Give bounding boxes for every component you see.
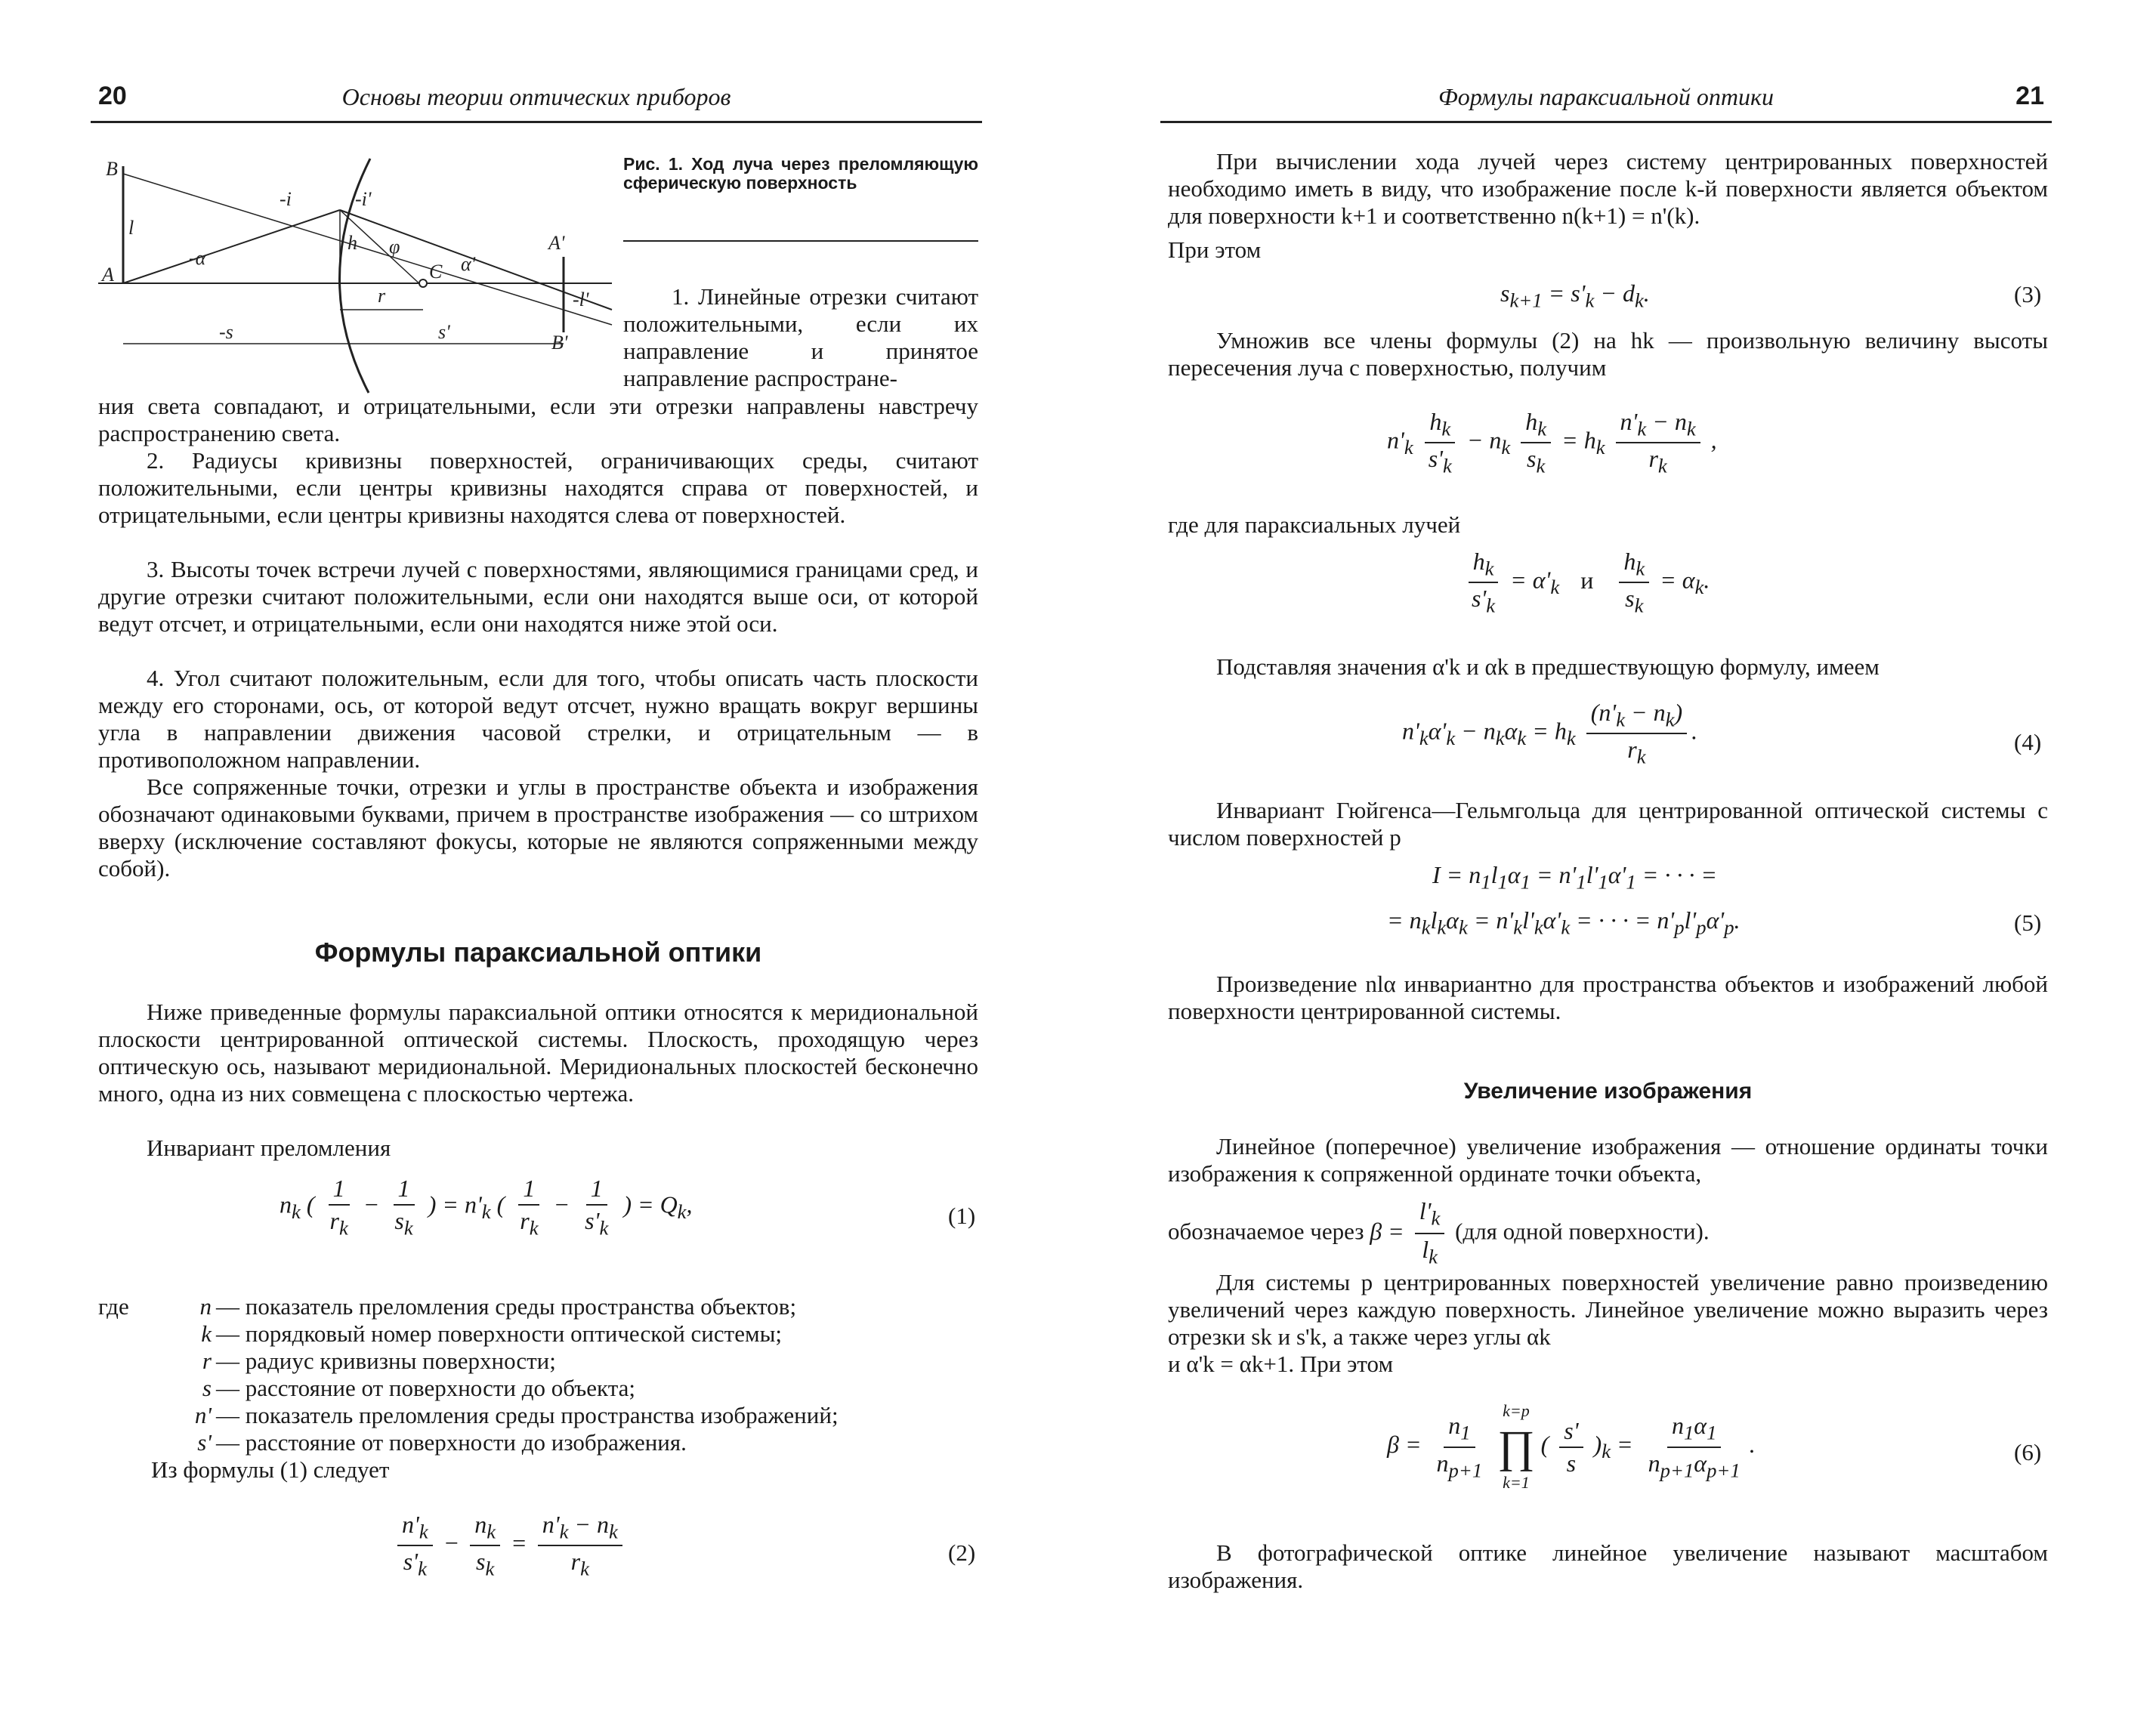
center-point xyxy=(419,279,427,287)
left-running-title: Основы теории оптических приборов xyxy=(341,83,731,110)
caption-rule xyxy=(623,240,978,242)
label-minus-alpha: -α xyxy=(189,247,206,269)
denoted-line xyxy=(1168,1197,2048,1271)
intro-para: Ниже приведенные формулы параксиальной оптики относятся к меридиональной плоскости центрированной оптической системы. Плоскость, проходящую через оптическую ось, называют меридиональной. Меридиональных плоскостей бесконечно много, одна из них совмещена с плоскостью чертежа. xyxy=(98,999,978,1107)
definition-symbol: s' xyxy=(197,1429,212,1456)
page-number-right: 21 xyxy=(2015,82,2044,110)
from-formula-row xyxy=(98,1456,978,1484)
label-B: B xyxy=(106,158,118,180)
definition-symbol: r xyxy=(202,1348,212,1374)
magnification-para: Линейное (поперечное) увеличение изображения — отношение ординаты точки изображения к сопряженной ординате точки объекта, xyxy=(1168,1133,2048,1187)
right-page xyxy=(1160,0,2052,1726)
refraction-figure xyxy=(91,151,619,400)
equation-5-line-2: = $n_kl_k\alpha_k = n'_kl'_k\alpha'_k$ = · · · = $n'_pl'_p\alpha'_p$. xyxy=(1387,906,1741,939)
system-tail: и α'k = αk+1. При этом xyxy=(1168,1351,1394,1377)
definition-row xyxy=(98,1348,978,1375)
where-paraxial: где для параксиальных лучей xyxy=(1168,511,1461,538)
where-row xyxy=(98,1293,978,1320)
equation-1-number: (1) xyxy=(948,1203,976,1229)
left-running-head xyxy=(91,76,982,123)
rule-3: 3. Высоты точек встречи лучей с поверхностями, являющимися границами сред, и другие отрезки считают положительными, если они находятся выше оси, от которой ведут отсчет, и отрицательными, если они находятся ниже этой оси. xyxy=(98,556,978,637)
equation-1: $n_k$ ( $\frac{1}{r_k}$ − $\frac{1}{s_k}$ ) = $n'_k$ ( $\frac{1}{r_k}$ − $\frac{1}{s'_k}$ ) = $Q_k$, xyxy=(280,1175,693,1240)
rule-4: 4. Угол считают положительным, если для того, чтобы описать часть плоскости между его сторонами, ось, от которой ведут отсчет, нужно вращать вокруг вершины угла в направлении движения часовой стрелки, и отрицательным — в противоположном направлении. xyxy=(98,665,978,773)
where-word: где xyxy=(98,1293,129,1320)
definition-text: — расстояние от поверхности до изображения. xyxy=(216,1429,687,1456)
definition-row xyxy=(98,1402,978,1429)
ray-incident xyxy=(123,210,340,283)
label-minus-i-prime: -i' xyxy=(355,188,372,210)
denoted-prefix: обозначаемое через xyxy=(1168,1218,1364,1245)
from-formula-text: Из формулы (1) следует xyxy=(151,1456,390,1483)
label-l: l xyxy=(128,217,134,239)
equation-2-number: (2) xyxy=(948,1539,976,1566)
and-word: и xyxy=(1580,566,1594,594)
label-A: A xyxy=(102,264,114,286)
equation-paraxial: $\frac{h_k}{s'_k}$ = $\alpha'_k$ и $\frac{h_k}{s_k}$ = $\alpha_k$. xyxy=(1463,548,1710,618)
definition-symbol: k xyxy=(201,1320,212,1347)
rule-1-lead: 1. Линейные отрезки считают положительными, если их направление и принятое направление распростране- xyxy=(623,283,978,391)
equation-5-line-1: $I = n_1l_1\alpha_1 = n'_1l'_1\alpha'_1$ = · · · = xyxy=(1432,861,1717,894)
definition-text: — показатель преломления среды пространства изображений; xyxy=(216,1402,839,1428)
definition-symbol: n' xyxy=(194,1402,212,1428)
equation-3-number: (3) xyxy=(2014,281,2042,307)
equation-4-number: (4) xyxy=(2014,729,2042,755)
definition-text: — порядковый номер поверхности оптической системы; xyxy=(216,1320,783,1347)
label-r: r xyxy=(378,285,386,307)
definition-symbol: s xyxy=(202,1375,212,1401)
label-minus-s: -s xyxy=(219,321,233,343)
equation-3: $s_{k+1} = s'_k - d_k$. xyxy=(1500,279,1650,312)
definition-symbol: n xyxy=(199,1293,212,1320)
invariant-label: Инвариант преломления xyxy=(147,1135,391,1161)
rule-1-cont: ния света совпадают, и отрицательными, если эти отрезки направлены навстречу распространению света. xyxy=(98,393,978,446)
definition-text: — показатель преломления среды пространства объектов; xyxy=(216,1293,797,1320)
system-para: Для системы p центрированных поверхностей увеличение равно произведению увеличений через каждую поверхность. Линейное увеличение можно выразить через отрезки sk и s'k, а также через углы αk xyxy=(1168,1269,2048,1350)
figure-caption: Рис. 1. Ход луча через преломляющую сферическую поверхность xyxy=(623,154,978,193)
label-alpha-prime: α' xyxy=(461,253,476,275)
para-2: Умножив все члены формулы (2) на hk — произвольную величину высоты пересечения луча с поверхностью, получим xyxy=(1168,327,2048,381)
definition-row xyxy=(98,1429,978,1456)
right-running-title: Формулы параксиальной оптики xyxy=(1438,83,1774,110)
section-title: Формулы параксиальной оптики xyxy=(314,937,762,968)
label-A-prime: A' xyxy=(548,232,565,254)
invariant-para: Инвариант Гюйгенса—Гельмгольца для центрированной оптической системы с числом поверхностей p xyxy=(1168,797,2048,851)
para-1-tail: При этом xyxy=(1168,236,1262,263)
label-minus-i: -i xyxy=(280,188,292,210)
beta-definition: β = $\frac{l'_k}{l_k}$ xyxy=(1370,1218,1449,1245)
label-B-prime: B' xyxy=(551,332,568,354)
equation-4: $n'_k\alpha'_k - n_k\alpha_k = h_k$ $\frac{(n'_k - n_k)}{r_k}$ . xyxy=(1402,699,1698,768)
equation-6-number: (6) xyxy=(2014,1439,2042,1465)
conjugate-para: Все сопряженные точки, отрезки и углы в пространстве объекта и изображения обозначают одинаковыми буквами, причем в пространстве изображения — со штрихом вверху (исключение составляют фокусы, которые не являются сопряженными между собой). xyxy=(98,773,978,882)
denoted-suffix: (для одной поверхности). xyxy=(1455,1218,1710,1245)
product-operator: k=p ∏ k=1 xyxy=(1497,1401,1535,1492)
definition-text: — расстояние от поверхности до объекта; xyxy=(216,1375,635,1401)
definitions-list xyxy=(98,1293,978,1484)
definition-text: — радиус кривизны поверхности; xyxy=(216,1348,556,1374)
label-C: C xyxy=(429,261,443,283)
equation-6: β = $\frac{n_1}{n_{p+1}}$ k=p ∏ k=1 ( $\frac{s'}{s}$ )$_k$ = $\frac{n_1\alpha_1}{n_{p+1}\alpha_{p+1}}$ . xyxy=(1387,1401,1756,1492)
right-running-head xyxy=(1160,76,2052,123)
photo-para: В фотографической оптике линейное увеличение называют масштабом изображения. xyxy=(1168,1539,2048,1593)
label-s-prime: s' xyxy=(438,321,450,343)
left-page xyxy=(91,0,982,1726)
definition-row xyxy=(98,1320,978,1348)
label-h: h xyxy=(347,232,357,254)
equation-5-number: (5) xyxy=(2014,909,2042,936)
label-phi: φ xyxy=(389,236,400,258)
label-minus-l-prime: -l' xyxy=(573,289,589,310)
equation-multiplied: $n'_k$ $\frac{h_k}{s'_k}$ − $n_k$ $\frac{h_k}{s_k}$ = $h_k$ $\frac{n'_k - n_k}{r_k}$ , xyxy=(1387,408,1717,477)
definition-row xyxy=(98,1375,978,1402)
subsection-title: Увеличение изображения xyxy=(1463,1079,1753,1104)
rule-2: 2. Радиусы кривизны поверхностей, ограничивающих среды, считают положительными, если центры кривизны находятся справа от поверхностей, и отрицательными, если центры кривизны находятся слева от поверхностей. xyxy=(98,447,978,528)
page-number-left: 20 xyxy=(98,82,127,110)
equation-2: $\frac{n'_k}{s'_k}$ − $\frac{n_k}{s_k}$ = $\frac{n'_k - n_k}{r_k}$ xyxy=(393,1511,627,1581)
para-1: При вычислении хода лучей через систему центрированных поверхностей необходимо иметь в виду, что изображение после k-й поверхности является объектом для поверхности k+1 и соответственно n(k+1) = n'(k). xyxy=(1168,148,2048,229)
substituting-para: Подставляя значения α'k и αk в предшествующую формулу, имеем xyxy=(1216,653,1880,680)
product-para: Произведение nlα инвариантно для пространства объектов и изображений любой поверхности центрированной системы. xyxy=(1168,971,2048,1024)
